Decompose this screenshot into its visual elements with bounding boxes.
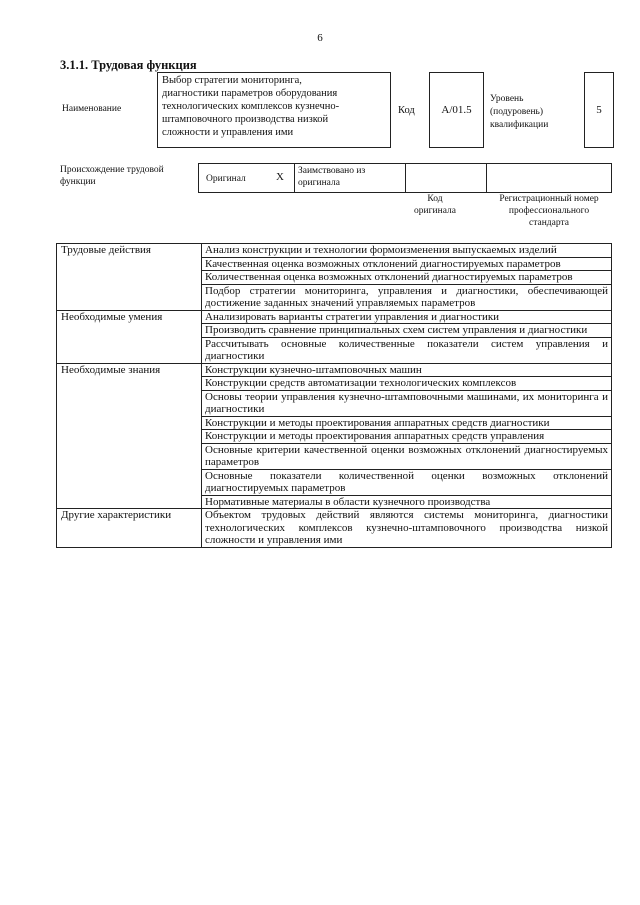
table-cell: Основные критерии качественной оценки возможных отклонений диагностируемых параметров bbox=[202, 443, 612, 469]
code-original-line: Код bbox=[427, 194, 443, 204]
table-row bbox=[57, 363, 612, 377]
origin-label-line: функции bbox=[60, 177, 96, 187]
row-label: Необходимые знания bbox=[57, 363, 202, 509]
name-value-box bbox=[157, 72, 391, 148]
borrowed-label bbox=[298, 165, 365, 189]
section-title: 3.1.1. Трудовая функция bbox=[60, 58, 197, 72]
original-label: Оригинал bbox=[206, 174, 246, 184]
code-original-caption bbox=[405, 193, 465, 217]
code-value: A/01.5 bbox=[429, 72, 484, 148]
name-value-line: диагностики параметров оборудования bbox=[162, 88, 338, 99]
origin-divider bbox=[486, 164, 487, 192]
reg-number-line: стандарта bbox=[529, 218, 569, 228]
function-details-table bbox=[56, 243, 612, 548]
reg-number-line: профессионального bbox=[508, 206, 590, 216]
table-row bbox=[57, 509, 612, 548]
table-cell: Анализировать варианты стратегии управления и диагностики bbox=[202, 310, 612, 324]
original-mark: X bbox=[276, 171, 284, 183]
origin-label bbox=[60, 164, 164, 188]
level-value: 5 bbox=[584, 72, 614, 148]
name-value-line: технологических комплексов кузнечно- bbox=[162, 101, 340, 112]
borrowed-label-line: Заимствовано из bbox=[298, 166, 366, 176]
borrowed-label-line: оригинала bbox=[298, 178, 340, 188]
row-label: Другие характеристики bbox=[57, 509, 202, 548]
table-cell: Нормативные материалы в области кузнечного производства bbox=[202, 495, 612, 509]
name-label: Наименование bbox=[62, 104, 122, 114]
level-label-line: Уровень bbox=[490, 94, 524, 104]
table-row bbox=[57, 244, 612, 258]
row-label: Необходимые умения bbox=[57, 310, 202, 363]
table-cell: Конструкции и методы проектирования аппаратных средств управления bbox=[202, 430, 612, 444]
level-label-line: (подуровень) bbox=[490, 107, 544, 117]
reg-number-caption bbox=[486, 193, 612, 229]
code-original-line: оригинала bbox=[414, 206, 456, 216]
name-value-line: сложности и управления ими bbox=[162, 127, 294, 138]
table-row bbox=[57, 310, 612, 324]
table-cell: Конструкции и методы проектирования аппаратных средств диагностики bbox=[202, 416, 612, 430]
table-cell: Анализ конструкции и технологии формоизменения выпускаемых изделий bbox=[202, 244, 612, 258]
table-cell: Основные показатели количественной оценки возможных отклонений диагностируемых параметров bbox=[202, 469, 612, 495]
row-label: Трудовые действия bbox=[57, 244, 202, 311]
origin-table bbox=[198, 163, 612, 193]
code-label: Код bbox=[398, 105, 415, 116]
name-value-line: штамповочного производства низкой bbox=[162, 114, 329, 125]
table-cell: Подбор стратегии мониторинга, управления и диагностики, обеспечивающей достижение заданных значений управляемых параметров bbox=[202, 284, 612, 310]
origin-divider bbox=[294, 164, 295, 192]
name-value-line: Выбор стратегии мониторинга, bbox=[162, 75, 302, 86]
level-label-line: квалификации bbox=[490, 120, 549, 130]
table-cell: Количественная оценка возможных отклонений диагностируемых параметров bbox=[202, 271, 612, 285]
table-cell: Объектом трудовых действий являются системы мониторинга, диагностики технологических комплексов кузнечно-штамповочного производства низкой сложности и управления ими bbox=[202, 509, 612, 548]
page-number: 6 bbox=[317, 32, 323, 44]
table-cell: Конструкции средств автоматизации технологических комплексов bbox=[202, 377, 612, 391]
table-cell: Основы теории управления кузнечно-штамповочными машинами, их мониторинга и диагностики bbox=[202, 390, 612, 416]
table-cell: Конструкции кузнечно-штамповочных машин bbox=[202, 363, 612, 377]
origin-label-line: Происхождение трудовой bbox=[60, 165, 164, 175]
level-label bbox=[490, 93, 548, 132]
table-cell: Производить сравнение принципиальных схем систем управления и диагностики bbox=[202, 324, 612, 338]
origin-divider bbox=[405, 164, 406, 192]
table-cell: Рассчитывать основные количественные показатели систем управления и диагностики bbox=[202, 337, 612, 363]
reg-number-line: Регистрационный номер bbox=[499, 194, 599, 204]
table-cell: Качественная оценка возможных отклонений диагностируемых параметров bbox=[202, 257, 612, 271]
